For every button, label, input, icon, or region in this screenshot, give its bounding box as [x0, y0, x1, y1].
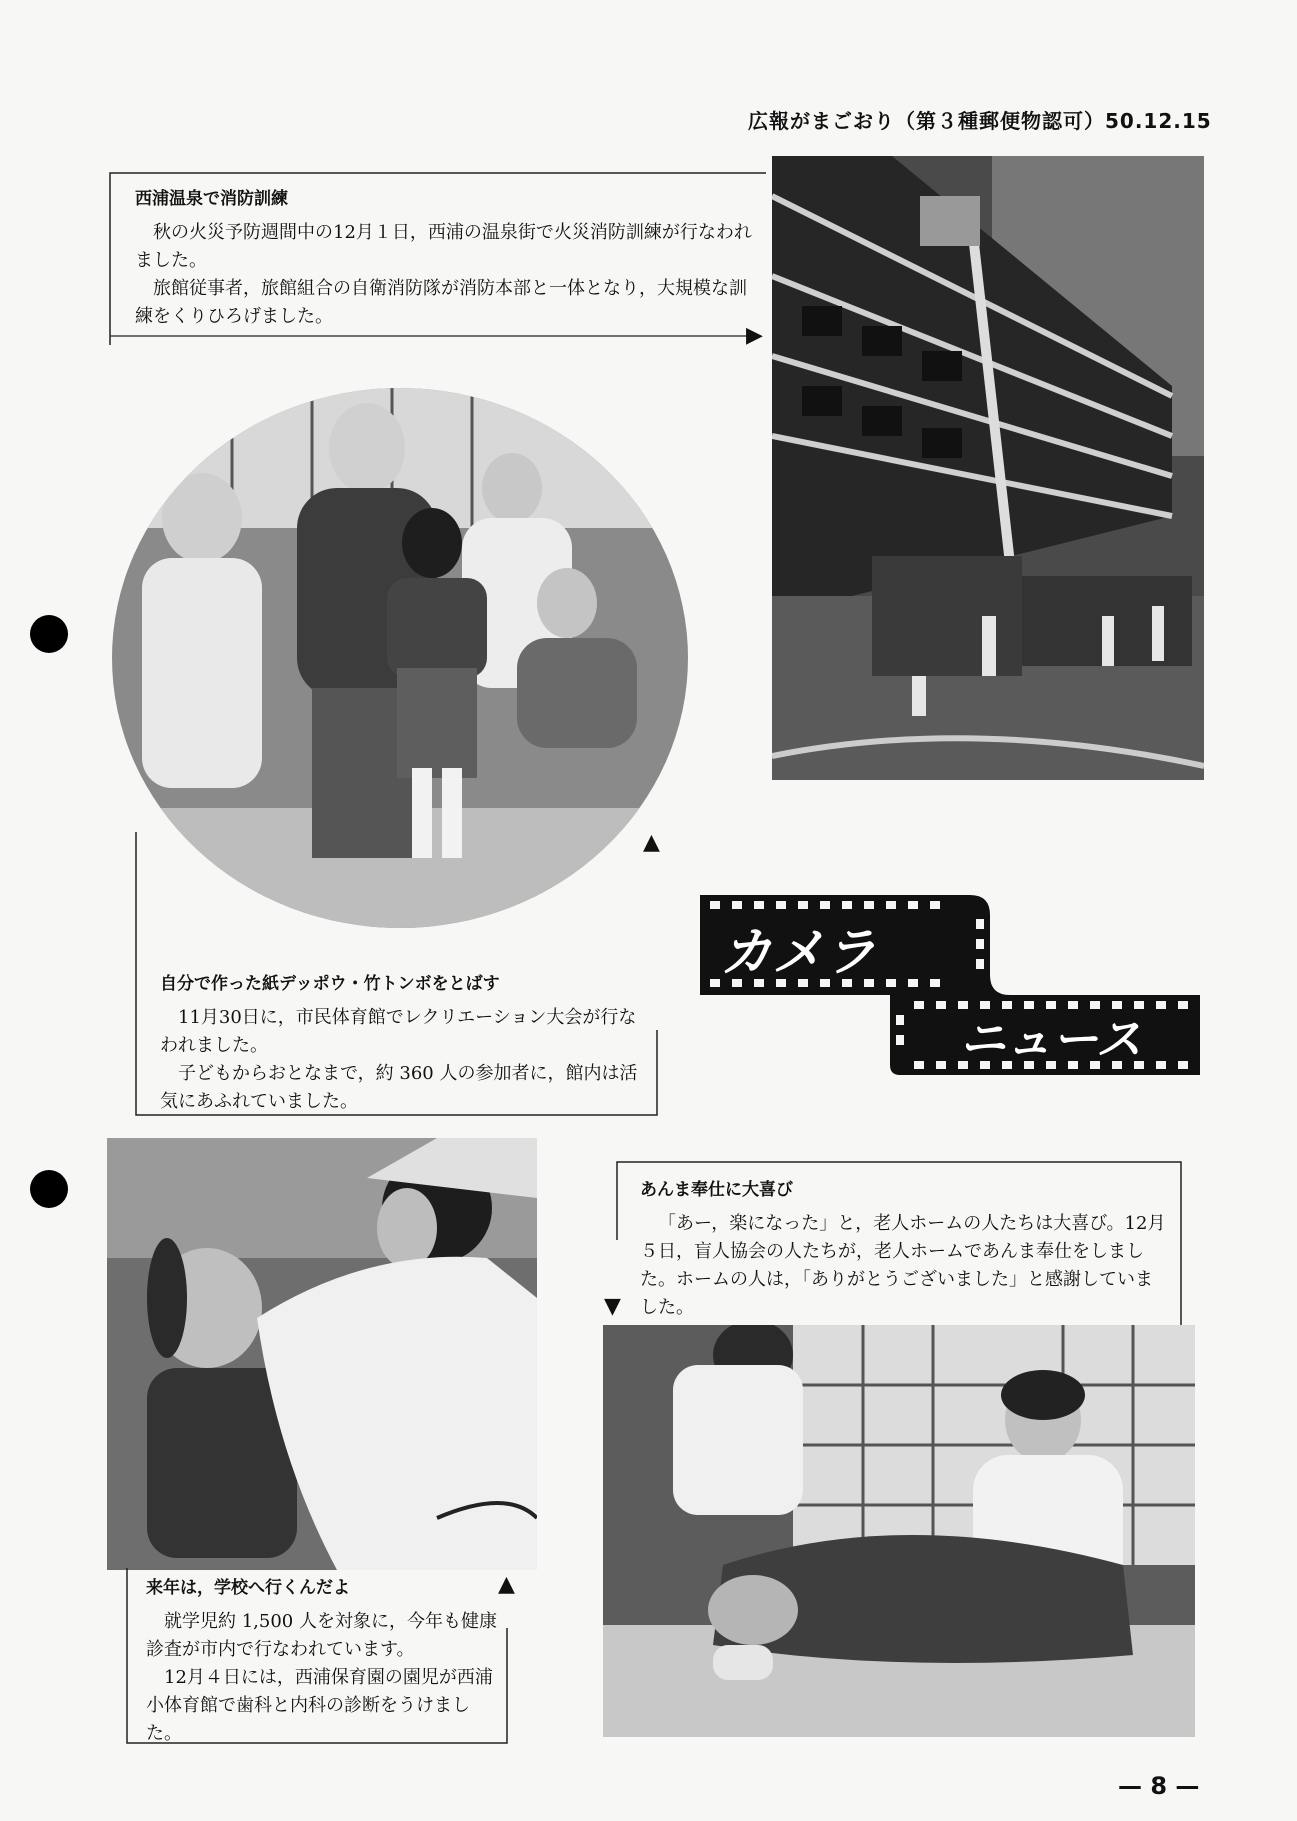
fire-drill-caption: [135, 185, 760, 331]
recreation-arrow-icon: ▲: [643, 830, 660, 855]
fire-drill-text-2: 旅館従事者，旅館組合の自衛消防隊が消防本部と一体となり，大規模な訓練をくりひろげました。: [135, 278, 747, 327]
health-check-photo: [107, 1138, 537, 1570]
fire-drill-arrow-icon: ▶: [746, 323, 763, 348]
camera-news-title-1: カメラ: [720, 923, 877, 983]
binder-hole-top: [30, 615, 68, 653]
recreation-caption: [160, 970, 645, 1116]
massage-text-1: 「あー，楽になった」と，老人ホームの人たちは大喜び。12月５日，盲人協会の人たちが，老人ホームであんま奉仕をしました。ホームの人は，「ありがとうございました」と感謝していました。: [640, 1213, 1166, 1318]
health-check-text-2: 12月４日には，西浦保育園の園児が西浦小体育館で歯科と内科の診断をうけました。: [146, 1667, 493, 1744]
page-number: — 8 —: [1118, 1772, 1200, 1800]
publication-header: 広報がまごおり（第３種郵便物認可）50.12.15: [748, 109, 1212, 133]
camera-news-logo: [700, 895, 1200, 1085]
fire-drill-title: 西浦温泉で消防訓練: [135, 189, 288, 209]
recreation-text-2: 子どもからおとなまで，約 360 人の参加者に，館内は活気にあふれていました。: [160, 1063, 638, 1112]
fire-drill-text-1: 秋の火災予防週間中の12月１日，西浦の温泉街で火災消防訓練が行なわれました。: [135, 222, 752, 271]
recreation-text-1: 11月30日に，市民体育館でレクリエーション大会が行なわれました。: [160, 1007, 637, 1056]
health-check-text-1: 就学児約 1,500 人を対象に，今年も健康診査が市内で行なわれています。: [146, 1611, 497, 1660]
massage-title: あんま奉仕に大喜び: [640, 1180, 793, 1200]
camera-news-title-2: ニュース: [960, 1012, 1142, 1066]
recreation-title: 自分で作った紙デッポウ・竹トンボをとばす: [160, 974, 500, 994]
health-check-title: 来年は，学校へ行くんだよ: [146, 1578, 350, 1598]
health-check-caption: [146, 1574, 498, 1748]
massage-arrow-icon: ▼: [604, 1294, 621, 1319]
massage-caption: [640, 1176, 1168, 1322]
massage-photo: [603, 1325, 1195, 1737]
health-check-arrow-icon: ▲: [498, 1572, 515, 1597]
fire-drill-photo: [772, 156, 1204, 780]
binder-hole-bottom: [30, 1170, 68, 1208]
